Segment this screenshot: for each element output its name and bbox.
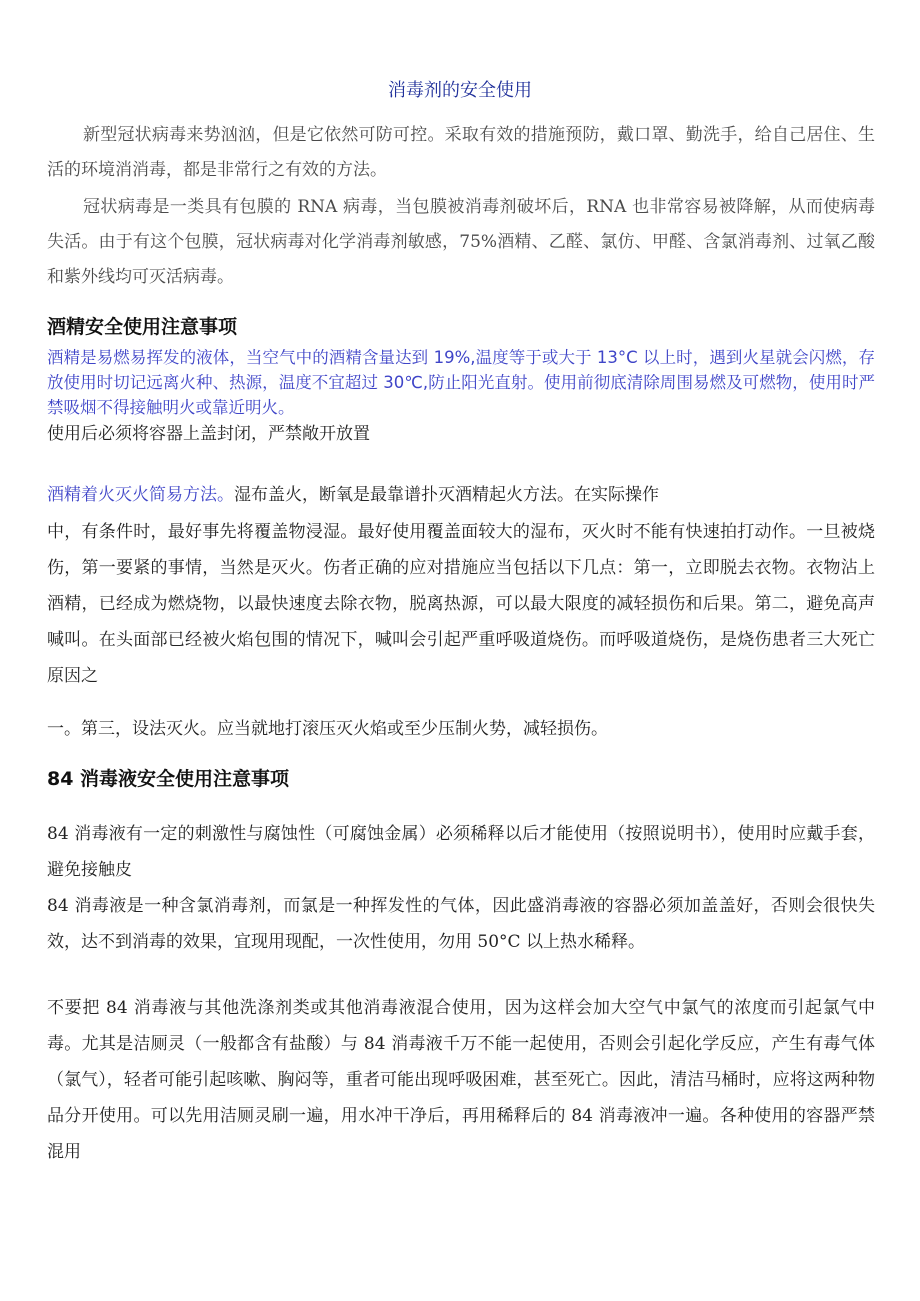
fire-method-end: 一。第三，设法灭火。应当就地打滚压灭火焰或至少压制火势，减轻损伤。 bbox=[47, 719, 608, 739]
fire-method-intro: 湿布盖火，断氧是最靠谱扑灭酒精起火方法。在实际操作 bbox=[234, 485, 659, 505]
fire-method-label: 酒精着火灭火简易方法。 bbox=[47, 485, 234, 505]
disinfectant84-paragraph-2: 84 消毒液是一种含氯消毒剂，而氯是一种挥发性的气体，因此盛消毒液的容器必须加盖盖好，否则会很快失效，达不到消毒的效果，宜现用现配，一次性使用，勿用 50°C 以上热水稀释。 bbox=[47, 896, 875, 952]
alcohol-after-use: 使用后必须将容器上盖封闭，严禁敞开放置 bbox=[47, 424, 370, 444]
page-title: 消毒剂的安全使用 bbox=[388, 80, 532, 101]
fire-method-body: 中，有条件时，最好事先将覆盖物浸湿。最好使用覆盖面较大的湿布，灭火时不能有快速拍打动作。一旦被烧伤，第一要紧的事情，当然是灭火。伤者正确的应对措施应当包括以下几点：第一，立即脱去衣物。衣物沾上酒精，已经成为燃烧物，以最快速度去除衣物，脱离热源，可以最大限度的减轻损伤和后果。第二，避免高声喊叫。在头面部已经被火焰包围的情况下，喊叫会引起严重呼吸道烧伤。而呼吸道烧伤，是烧伤患者三大死亡原因之 bbox=[47, 522, 875, 686]
disinfectant84-paragraph-3: 不要把 84 消毒液与其他洗涤剂类或其他消毒液混合使用，因为这样会加大空气中氯气的浓度而引起氯气中毒。尤其是洁厕灵（一般都含有盐酸）与 84 消毒液千万不能一起使用，否则会引起化学反应，产生有毒气体（氯气），轻者可能引起咳嗽、胸闷等，重者可能出现呼吸困难，甚至死亡。因此，清洁马桶时，应将这两种物品分开使用。可以先用洁厕灵刷一遍，用水冲干净后，再用稀释后的 84 消毒液冲一遍。各种使用的容器严禁混用 bbox=[47, 998, 875, 1162]
fire-method-line bbox=[47, 480, 659, 505]
alcohol-heading: 酒精安全使用注意事项 bbox=[47, 316, 238, 338]
alcohol-warning: 酒精是易燃易挥发的液体，当空气中的酒精含量达到 19%,温度等于或大于 13°C 以上时，遇到火星就会闪燃，存放使用时切记远离火种、热源，温度不宜超过 30℃,防止阳光直射。使用前彻底清除周围易燃及可燃物，使用时严禁吸烟不得接触明火或靠近明火。 bbox=[47, 348, 875, 417]
intro-paragraph-2: 冠状病毒是一类具有包膜的 RNA 病毒，当包膜被消毒剂破坏后，RNA 也非常容易被降解，从而使病毒失活。由于有这个包膜，冠状病毒对化学消毒剂敏感，75%酒精、乙醛、氯仿、甲醛、含氯消毒剂、过氧乙酸和紫外线均可灭活病毒。 bbox=[47, 197, 875, 287]
disinfectant84-paragraph-1: 84 消毒液有一定的刺激性与腐蚀性（可腐蚀金属）必须稀释以后才能使用（按照说明书），使用时应戴手套，避免接触皮 bbox=[47, 824, 875, 880]
disinfectant84-heading: 84 消毒液安全使用注意事项 bbox=[47, 768, 290, 790]
intro-paragraph-1: 新型冠状病毒来势汹汹，但是它依然可防可控。采取有效的措施预防，戴口罩、勤洗手，给自己居住、生活的环境消消毒，都是非常行之有效的方法。 bbox=[47, 125, 875, 180]
